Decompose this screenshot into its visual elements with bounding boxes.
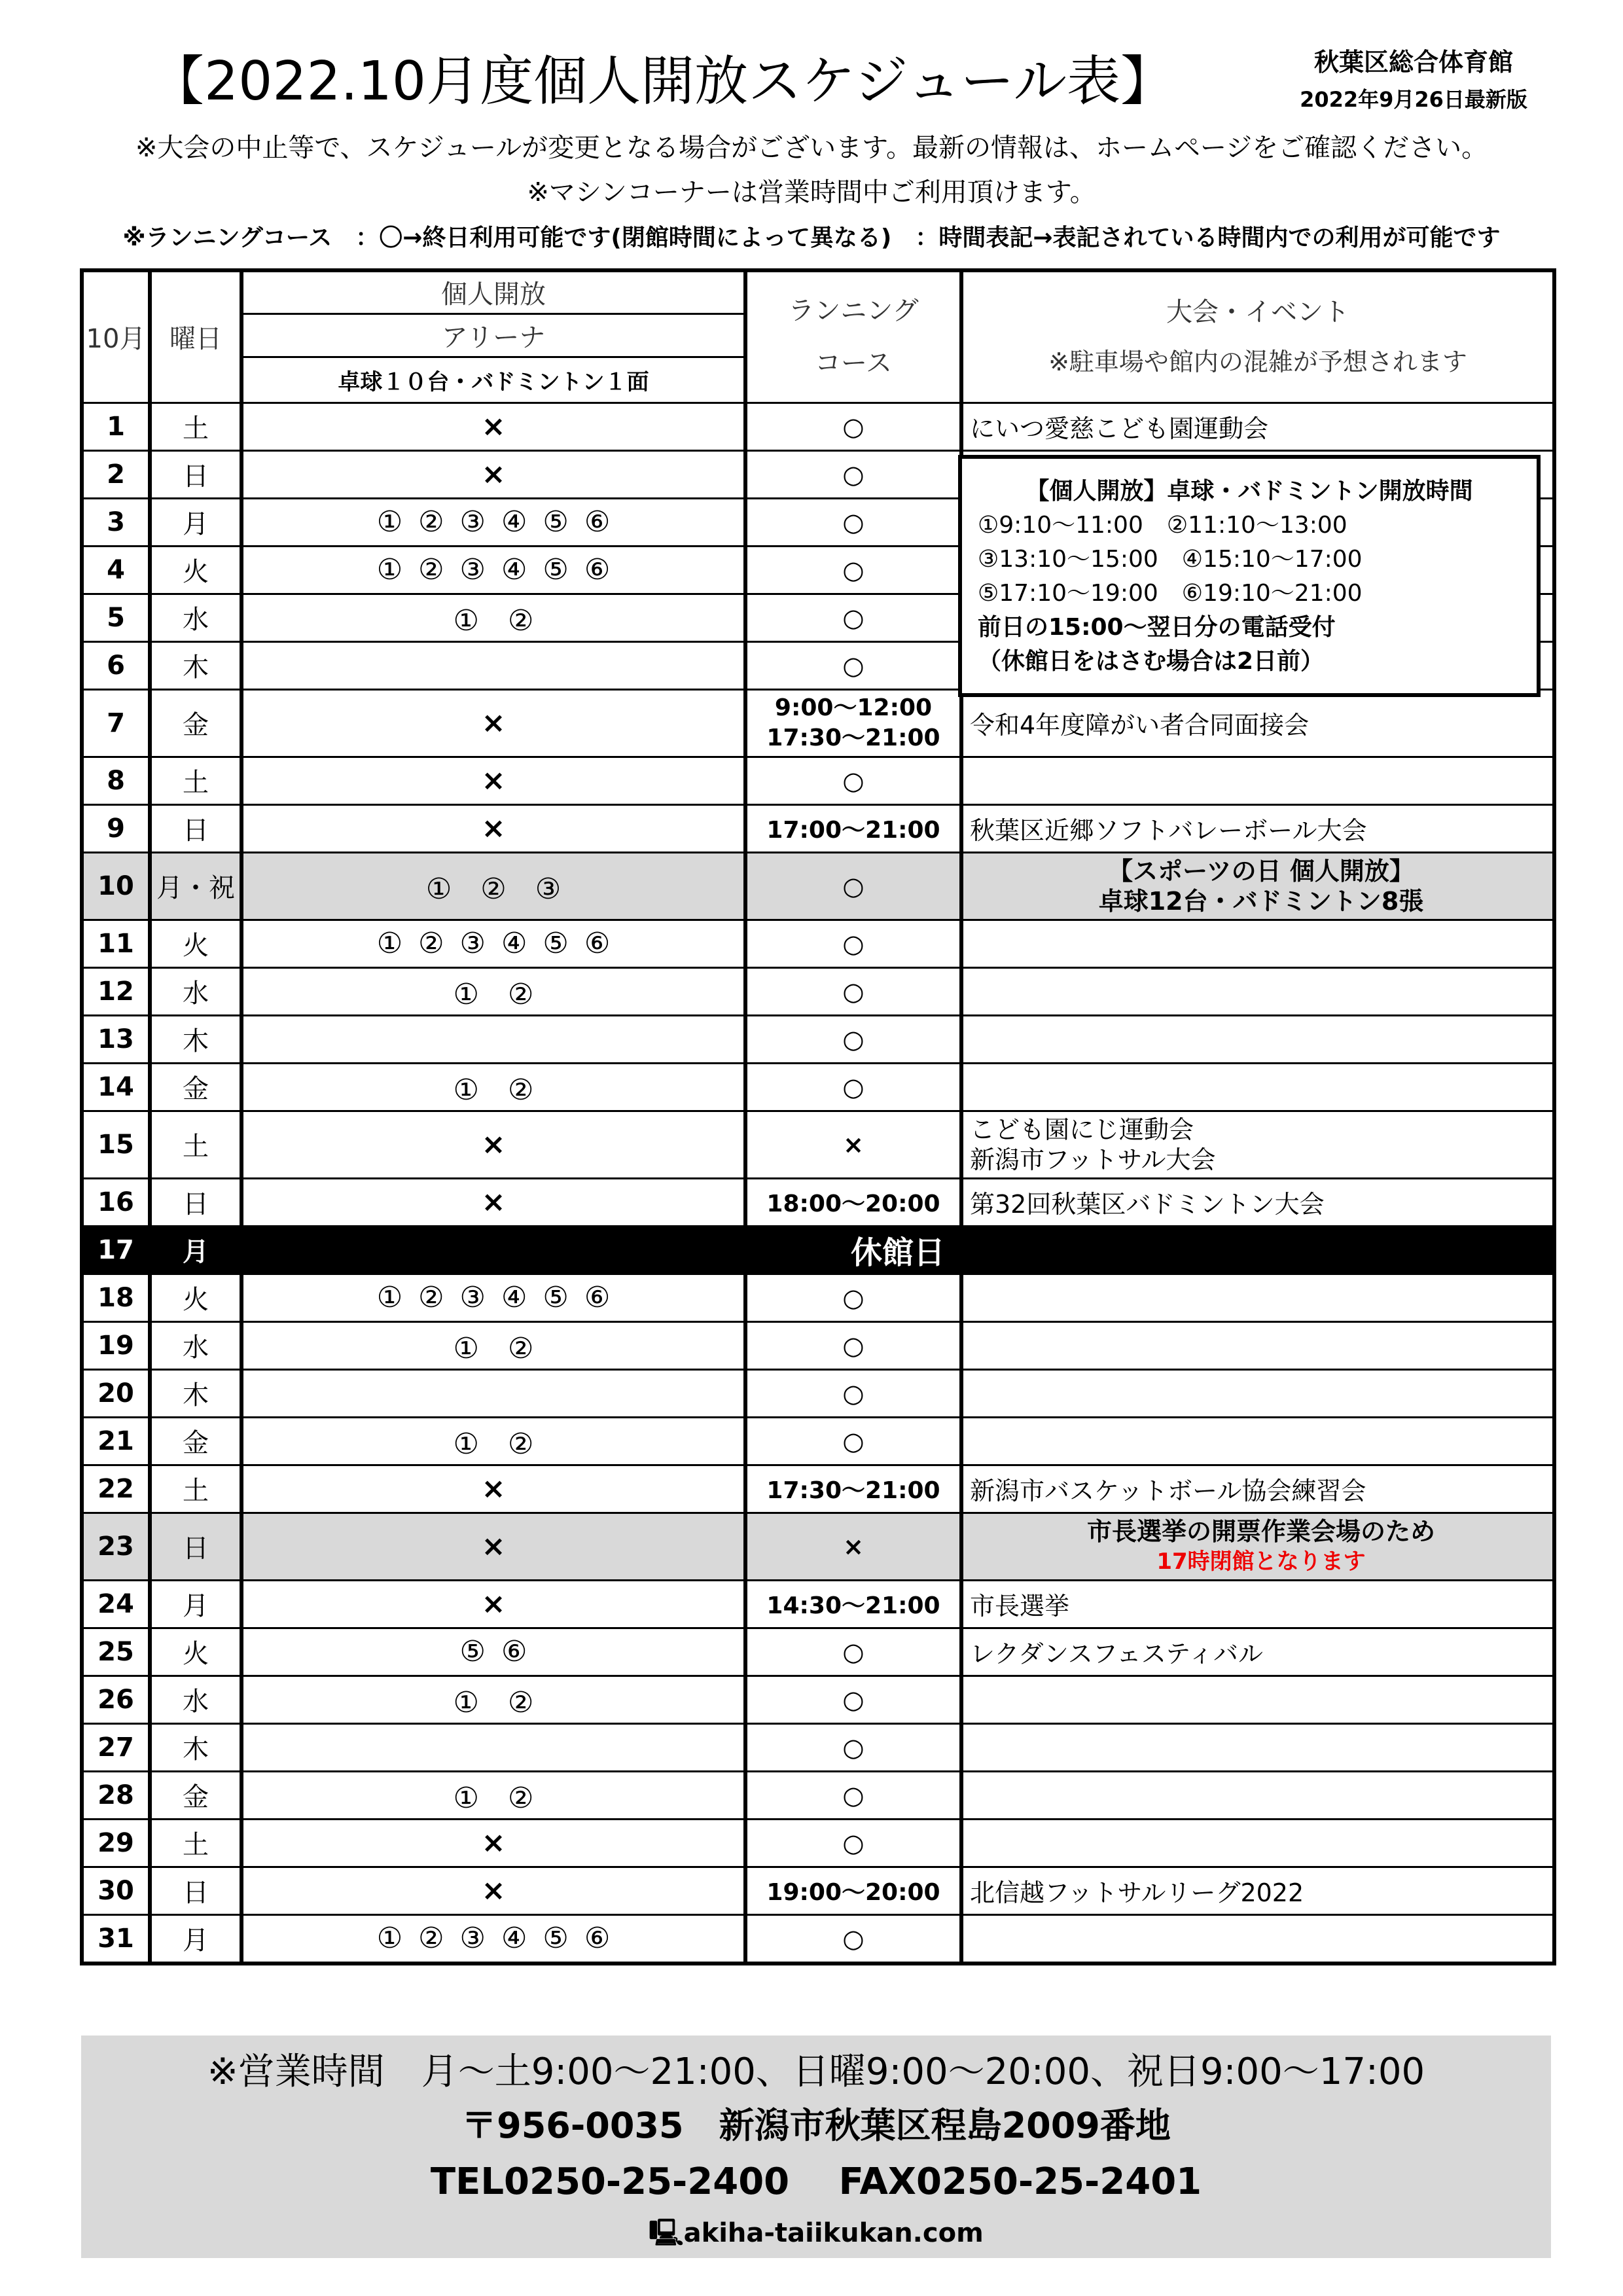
weekday-cell: 火 xyxy=(150,1274,241,1321)
running-time: 17:30～21:00 xyxy=(766,724,940,751)
weekday-cell: 木 xyxy=(150,641,241,689)
header-events-line2: ※駐車場や館内の混雑が予想されます xyxy=(1048,347,1467,376)
arena-cell: ① ② xyxy=(241,1417,745,1465)
header-personal-open: 個人開放 xyxy=(241,270,745,314)
header-running-line2: コース xyxy=(815,348,892,378)
weekday-cell: 土 xyxy=(150,757,241,804)
running-cell: 17:00～21:00 xyxy=(745,804,961,852)
business-hours: ※営業時間 月～土9:00～21:00、日曜9:00～20:00、祝日9:00～17:00 xyxy=(207,2051,1425,2093)
arena-cell xyxy=(241,1369,745,1417)
arena-cell: ① ② ③ ④ ⑤ ⑥ xyxy=(241,498,745,546)
day-cell: 8 xyxy=(82,757,150,804)
running-cell: ○ xyxy=(745,641,961,689)
weekday-cell: 木 xyxy=(150,1723,241,1771)
event-cell: 秋葉区近郷ソフトバレーボール大会 xyxy=(961,804,1554,852)
info-box-line: ⑤17:10～19:00 ⑥19:10～21:00 xyxy=(978,580,1363,607)
weekday-cell: 水 xyxy=(150,594,241,641)
table-row xyxy=(82,1723,1554,1771)
running-cell: ○ xyxy=(745,1417,961,1465)
table-row xyxy=(82,1015,1554,1063)
table-row xyxy=(82,1369,1554,1417)
header-running-course xyxy=(745,270,961,403)
arena-cell xyxy=(241,1723,745,1771)
arena-cell: ① ② xyxy=(241,1676,745,1723)
notice-machine-corner: ※マシンコーナーは営業時間中ご利用頂けます。 xyxy=(527,177,1096,207)
day-cell: 31 xyxy=(82,1914,150,1964)
arena-cell: ① ② ③ ④ ⑤ ⑥ xyxy=(241,920,745,967)
header-events-line1: 大会・イベント xyxy=(1166,296,1349,327)
day-cell: 9 xyxy=(82,804,150,852)
day-cell: 27 xyxy=(82,1723,150,1771)
weekday-cell: 水 xyxy=(150,1676,241,1723)
day-cell: 22 xyxy=(82,1465,150,1513)
arena-cell: ① ② xyxy=(241,1321,745,1369)
arena-cell: × xyxy=(241,689,745,757)
arena-cell: ① ② ③ ④ ⑤ ⑥ xyxy=(241,1274,745,1321)
weekday-cell: 土 xyxy=(150,403,241,450)
event-cell xyxy=(961,1274,1554,1321)
weekday-cell: 火 xyxy=(150,1628,241,1676)
event-cell xyxy=(961,967,1554,1015)
arena-cell: × xyxy=(241,403,745,450)
weekday-cell: 日 xyxy=(150,1178,241,1226)
arena-cell: × xyxy=(241,804,745,852)
info-box-phone-note: 前日の15:00～翌日分の電話受付 xyxy=(978,614,1336,641)
day-cell: 7 xyxy=(82,689,150,757)
table-row xyxy=(82,852,1554,920)
table-row xyxy=(82,967,1554,1015)
weekday-cell: 火 xyxy=(150,546,241,594)
event-cell xyxy=(961,1321,1554,1369)
weekday-cell: 土 xyxy=(150,1111,241,1178)
event-cell xyxy=(961,1111,1554,1178)
day-cell: 1 xyxy=(82,403,150,450)
info-box-line: ①9:10～11:00 ②11:10～13:00 xyxy=(978,512,1347,539)
running-cell: ○ xyxy=(745,1274,961,1321)
running-cell: ○ xyxy=(745,546,961,594)
day-cell: 6 xyxy=(82,641,150,689)
arena-cell: ① ② ③ xyxy=(241,852,745,920)
event-cell xyxy=(961,852,1554,920)
event-cell: レクダンスフェスティバル xyxy=(961,1628,1554,1676)
day-cell: 25 xyxy=(82,1628,150,1676)
table-row xyxy=(82,1580,1554,1628)
weekday-cell: 月・祝 xyxy=(150,852,241,920)
running-cell: ○ xyxy=(745,1676,961,1723)
weekday-cell: 土 xyxy=(150,1465,241,1513)
weekday-cell: 月 xyxy=(150,498,241,546)
event-cell: 新潟市バスケットボール協会練習会 xyxy=(961,1465,1554,1513)
arena-cell: ① ② xyxy=(241,1063,745,1111)
weekday-cell: 金 xyxy=(150,689,241,757)
running-cell: 17:30～21:00 xyxy=(745,1465,961,1513)
table-row xyxy=(82,1771,1554,1819)
arena-cell: ⑤ ⑥ xyxy=(241,1628,745,1676)
weekday-cell: 水 xyxy=(150,967,241,1015)
header-arena: アリーナ xyxy=(241,314,745,357)
event-cell xyxy=(961,1914,1554,1964)
weekday-cell: 日 xyxy=(150,1867,241,1914)
running-cell: ○ xyxy=(745,1819,961,1867)
day-cell: 19 xyxy=(82,1321,150,1369)
event-text: 市長選挙の開票作業会場のため xyxy=(1086,1516,1435,1546)
running-cell: ○ xyxy=(745,403,961,450)
day-cell: 18 xyxy=(82,1274,150,1321)
page-title: 【2022.10月度個人開放スケジュール表】 xyxy=(151,50,1175,113)
arena-cell: × xyxy=(241,450,745,498)
phone-fax: TEL0250-25-2400 FAX0250-25-2401 xyxy=(430,2161,1202,2203)
event-text: 【スポーツの日 個人開放】 xyxy=(1108,856,1414,886)
running-cell: 14:30～21:00 xyxy=(745,1580,961,1628)
running-cell: ○ xyxy=(745,1369,961,1417)
running-cell: ○ xyxy=(745,967,961,1015)
computer-icon: 🖳 xyxy=(649,2218,684,2248)
day-cell: 21 xyxy=(82,1417,150,1465)
venue-name: 秋葉区総合体育館 xyxy=(1313,48,1513,77)
running-cell: ○ xyxy=(745,1321,961,1369)
event-cell xyxy=(961,920,1554,967)
event-text: 新潟市フットサル大会 xyxy=(970,1145,1216,1174)
info-box-title: 【個人開放】卓球・バドミントン開放時間 xyxy=(1026,478,1473,505)
open-hours-info-box xyxy=(958,455,1541,697)
arena-cell: ① ② xyxy=(241,594,745,641)
arena-cell: × xyxy=(241,1580,745,1628)
event-text: こども園にじ運動会 xyxy=(970,1115,1194,1144)
arena-cell xyxy=(241,1015,745,1063)
day-cell: 15 xyxy=(82,1111,150,1178)
day-cell: 26 xyxy=(82,1676,150,1723)
running-cell: ○ xyxy=(745,1723,961,1771)
day-cell: 29 xyxy=(82,1819,150,1867)
arena-cell: × xyxy=(241,1819,745,1867)
notice-schedule-change: ※大会の中止等で、スケジュールが変更となる場合がございます。最新の情報は、ホームページをご確認ください。 xyxy=(135,133,1488,163)
event-cell xyxy=(961,1369,1554,1417)
table-row xyxy=(82,1226,1554,1274)
table-row xyxy=(82,689,1554,757)
arena-cell: × xyxy=(241,757,745,804)
table-row xyxy=(82,1513,1554,1580)
address: 〒956-0035 新潟市秋葉区程島2009番地 xyxy=(461,2105,1171,2146)
running-cell: ○ xyxy=(745,852,961,920)
event-cell: 第32回秋葉区バドミントン大会 xyxy=(961,1178,1554,1226)
updated-date: 2022年9月26日最新版 xyxy=(1300,87,1527,112)
event-text: 17時閉館となります xyxy=(1156,1548,1366,1575)
running-cell: 18:00～20:00 xyxy=(745,1178,961,1226)
table-row xyxy=(82,403,1554,450)
day-cell: 16 xyxy=(82,1178,150,1226)
header-running-line1: ランニング xyxy=(788,295,919,326)
closed-day-cell: 休館日 xyxy=(241,1226,1554,1274)
event-cell xyxy=(961,1015,1554,1063)
weekday-cell: 月 xyxy=(150,1226,241,1274)
event-cell xyxy=(961,1819,1554,1867)
table-row xyxy=(82,1178,1554,1226)
weekday-cell: 木 xyxy=(150,1015,241,1063)
weekday-cell: 土 xyxy=(150,1819,241,1867)
weekday-cell: 火 xyxy=(150,920,241,967)
arena-cell: × xyxy=(241,1867,745,1914)
event-cell xyxy=(961,1723,1554,1771)
arena-cell: ① ② ③ ④ ⑤ ⑥ xyxy=(241,1914,745,1964)
running-cell: 19:00～20:00 xyxy=(745,1867,961,1914)
weekday-cell: 木 xyxy=(150,1369,241,1417)
day-cell: 12 xyxy=(82,967,150,1015)
notice-running-course: ※ランニングコース ：〇→終日利用可能です(閉館時間によって異なる) ：時間表記→表記されている時間内での利用が可能です xyxy=(122,224,1501,251)
arena-cell xyxy=(241,641,745,689)
event-cell xyxy=(961,1063,1554,1111)
arena-cell: × xyxy=(241,1465,745,1513)
day-cell: 17 xyxy=(82,1226,150,1274)
running-cell: ○ xyxy=(745,1914,961,1964)
running-cell: ○ xyxy=(745,1063,961,1111)
day-cell: 3 xyxy=(82,498,150,546)
event-cell: 市長選挙 xyxy=(961,1580,1554,1628)
day-cell: 24 xyxy=(82,1580,150,1628)
running-cell: ○ xyxy=(745,1015,961,1063)
table-row xyxy=(82,1063,1554,1111)
weekday-cell: 金 xyxy=(150,1063,241,1111)
event-cell: にいつ愛慈こども園運動会 xyxy=(961,403,1554,450)
running-cell: ○ xyxy=(745,498,961,546)
day-cell: 13 xyxy=(82,1015,150,1063)
running-cell xyxy=(745,689,961,757)
header-events xyxy=(961,270,1554,403)
weekday-cell: 日 xyxy=(150,450,241,498)
table-row xyxy=(82,1321,1554,1369)
day-cell: 4 xyxy=(82,546,150,594)
weekday-cell: 金 xyxy=(150,1417,241,1465)
day-cell: 23 xyxy=(82,1513,150,1580)
website-url: akiha-taiikukan.com xyxy=(683,2218,984,2248)
event-cell: 北信越フットサルリーグ2022 xyxy=(961,1867,1554,1914)
day-cell: 11 xyxy=(82,920,150,967)
weekday-cell: 日 xyxy=(150,1513,241,1580)
weekday-cell: 日 xyxy=(150,804,241,852)
table-row xyxy=(82,1819,1554,1867)
header-weekday: 曜日 xyxy=(150,270,241,403)
table-row xyxy=(82,920,1554,967)
table-row xyxy=(82,1914,1554,1964)
weekday-cell: 月 xyxy=(150,1914,241,1964)
event-text: 卓球12台・バドミントン8張 xyxy=(1098,886,1424,916)
weekday-cell: 金 xyxy=(150,1771,241,1819)
website-link[interactable] xyxy=(81,2216,1551,2250)
arena-cell: ① ② xyxy=(241,967,745,1015)
arena-cell: ① ② xyxy=(241,1771,745,1819)
header-arena-detail: 卓球１０台・バドミントン１面 xyxy=(241,357,745,403)
table-row xyxy=(82,1417,1554,1465)
running-cell: ○ xyxy=(745,757,961,804)
arena-cell: × xyxy=(241,1513,745,1580)
footer xyxy=(81,2036,1551,2258)
running-cell: ○ xyxy=(745,1771,961,1819)
header-month: 10月 xyxy=(82,270,150,403)
day-cell: 30 xyxy=(82,1867,150,1914)
running-cell: × xyxy=(745,1111,961,1178)
weekday-cell: 水 xyxy=(150,1321,241,1369)
arena-cell: ① ② ③ ④ ⑤ ⑥ xyxy=(241,546,745,594)
event-cell xyxy=(961,757,1554,804)
table-row xyxy=(82,1111,1554,1178)
running-cell: ○ xyxy=(745,920,961,967)
table-row xyxy=(82,1274,1554,1321)
running-time: 9:00～12:00 xyxy=(774,694,933,721)
running-cell: × xyxy=(745,1513,961,1580)
arena-cell: × xyxy=(241,1111,745,1178)
table-row xyxy=(82,1867,1554,1914)
event-cell xyxy=(961,1513,1554,1580)
event-cell xyxy=(961,1417,1554,1465)
arena-cell: × xyxy=(241,1178,745,1226)
day-cell: 20 xyxy=(82,1369,150,1417)
day-cell: 14 xyxy=(82,1063,150,1111)
event-cell: 令和4年度障がい者合同面接会 xyxy=(961,689,1554,757)
table-row xyxy=(82,1676,1554,1723)
running-cell: ○ xyxy=(745,594,961,641)
info-box-closed-note: （休館日をはさむ場合は2日前） xyxy=(978,648,1325,675)
running-cell: ○ xyxy=(745,1628,961,1676)
weekday-cell: 月 xyxy=(150,1580,241,1628)
table-row xyxy=(82,1465,1554,1513)
day-cell: 2 xyxy=(82,450,150,498)
day-cell: 10 xyxy=(82,852,150,920)
table-row xyxy=(82,1628,1554,1676)
info-box-line: ③13:10～15:00 ④15:10～17:00 xyxy=(978,546,1363,573)
table-row xyxy=(82,804,1554,852)
day-cell: 28 xyxy=(82,1771,150,1819)
running-cell: ○ xyxy=(745,450,961,498)
event-cell xyxy=(961,1771,1554,1819)
table-row xyxy=(82,757,1554,804)
event-cell xyxy=(961,1676,1554,1723)
day-cell: 5 xyxy=(82,594,150,641)
